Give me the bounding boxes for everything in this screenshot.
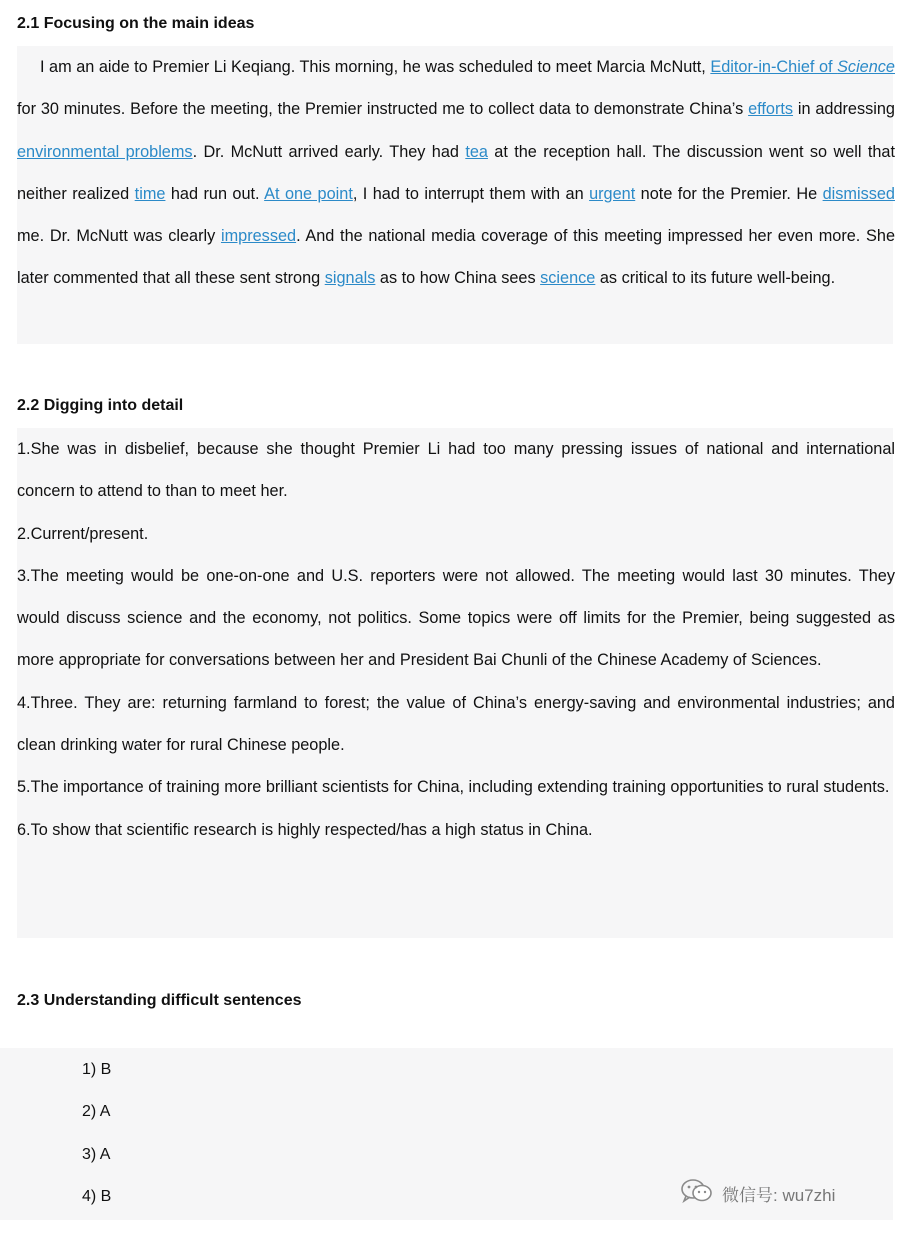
inline-link[interactable]: At one point — [264, 184, 353, 203]
wechat-icon — [680, 1178, 714, 1209]
section-heading-detail: 2.2 Digging into detail — [17, 397, 184, 414]
paragraph-text: . And the national media coverage of this meeting impressed her even more. She later commented that all these sent strong — [17, 227, 895, 288]
inline-link[interactable]: signals — [324, 269, 376, 288]
inline-link[interactable]: dismissed — [822, 184, 895, 203]
inline-link[interactable]: Editor-in-Chief of — [710, 58, 838, 76]
watermark-label: 微信号: wu7zhi — [722, 1185, 836, 1205]
paragraph-text: at the reception hall. The discussion went so well that neither realized — [17, 142, 895, 203]
paragraph-text: had run out. — [165, 184, 265, 203]
inline-link[interactable]: science — [540, 269, 596, 288]
inline-link[interactable]: tea — [465, 142, 488, 161]
answer-item: 4) B — [82, 1188, 112, 1205]
main-ideas-paragraph — [17, 46, 895, 300]
paragraph-text: I am an aide to Premier Li Keqiang. This morning, he was scheduled to meet Marcia McNutt, — [40, 58, 711, 76]
inline-link[interactable]: impressed — [220, 227, 297, 246]
watermark — [680, 1180, 835, 1206]
answer-item: 2) A — [82, 1103, 111, 1120]
inline-link[interactable]: efforts — [748, 100, 794, 119]
detail-item: 5.The importance of training more brilliant scientists for China, including extending training opportunities to rural students. — [17, 778, 890, 797]
paragraph-text: note for the Premier. He — [635, 184, 823, 203]
detail-list — [17, 428, 895, 851]
paragraph-text: . Dr. McNutt arrived early. They had — [192, 142, 466, 161]
detail-item: 1.She was in disbelief, because she thought Premier Li had too many pressing issues of national and international concern to attend to than to meet her. — [17, 440, 895, 501]
inline-link[interactable]: time — [134, 184, 166, 203]
inline-link[interactable]: Science — [837, 58, 895, 76]
detail-item: 4.Three. They are: returning farmland to forest; the value of China’s energy-saving and environmental industries; and clean drinking water for rural Chinese people. — [17, 693, 895, 755]
paragraph-text: me. Dr. McNutt was clearly — [17, 227, 221, 246]
detail-item: 3.The meeting would be one-on-one and U.S. reporters were not allowed. The meeting would last 30 minutes. They would discuss science and the economy, not politics. Some topics were off limits for the Premier, being suggested as more appropriate for conversations between her and President Bai Chunli of the Chinese Academy of Sciences. — [17, 566, 895, 670]
answer-item: 3) A — [82, 1146, 111, 1163]
section-heading-main-ideas: 2.1 Focusing on the main ideas — [17, 15, 255, 32]
detail-item: 6.To show that scientific research is highly respected/has a high status in China. — [17, 820, 593, 839]
section-heading-difficult-sentences: 2.3 Understanding difficult sentences — [17, 992, 302, 1009]
paragraph-text: in addressing — [793, 100, 895, 119]
detail-item: 2.Current/present. — [17, 524, 149, 543]
inline-link[interactable]: environmental problems — [17, 142, 193, 161]
paragraph-text: for 30 minutes. Before the meeting, the Premier instructed me to collect data to demonstrate China’s — [17, 100, 749, 119]
paragraph-text: as critical to its future well-being. — [595, 269, 836, 288]
paragraph-text: as to how China sees — [375, 269, 541, 288]
answer-item: 1) B — [82, 1061, 112, 1078]
inline-link[interactable]: urgent — [589, 184, 636, 203]
paragraph-text: , I had to interrupt them with an — [352, 184, 590, 203]
